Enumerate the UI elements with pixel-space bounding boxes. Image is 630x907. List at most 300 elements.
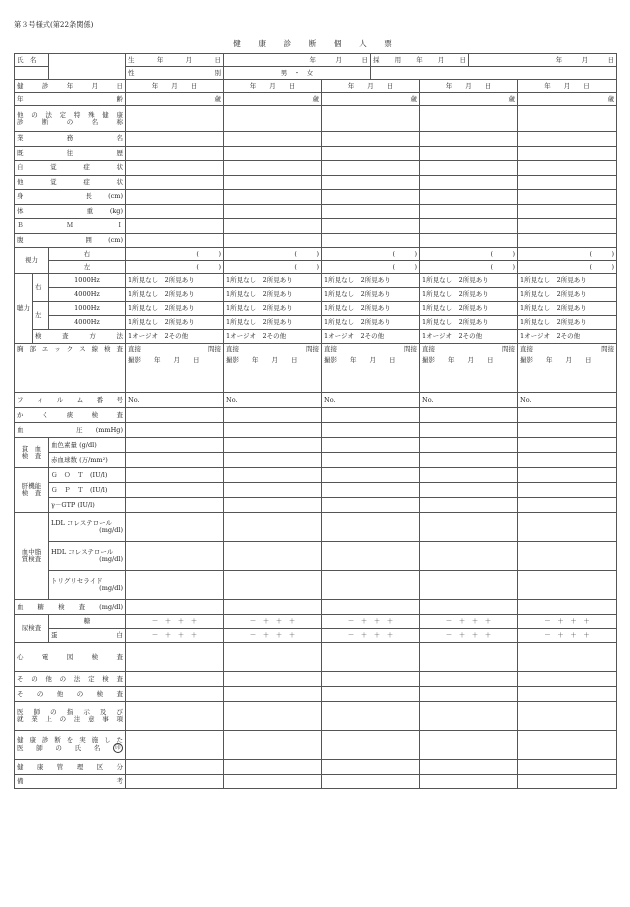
entry-field[interactable] (126, 161, 224, 176)
entry-field[interactable] (322, 132, 420, 147)
hearing-option-field[interactable]: 1所見なし 2所見あり (518, 316, 617, 330)
entry-field[interactable] (322, 146, 420, 161)
hemoglobin-label: 血色素量 (g/dl) (49, 438, 126, 453)
entry-field[interactable] (420, 132, 518, 147)
birth-date-field[interactable]: 年 月 日 (224, 54, 371, 67)
entry-field[interactable] (224, 702, 322, 731)
weight-label: 体 重 (kg) (15, 204, 126, 219)
entry-field[interactable] (420, 146, 518, 161)
health-record-table (14, 53, 617, 789)
method-field[interactable]: 1オージオ 2その他 (322, 330, 420, 344)
tg-label (49, 571, 126, 600)
entry-field[interactable] (420, 453, 518, 468)
entry-field[interactable] (322, 513, 420, 542)
entry-field[interactable] (322, 643, 420, 672)
entry-field[interactable] (420, 408, 518, 423)
entry-field[interactable] (126, 672, 224, 687)
table-row (15, 316, 617, 330)
table-row (15, 80, 617, 93)
remarks-label: 備 考 (15, 775, 126, 789)
xray-date: 撮影 年 月 日 (422, 355, 494, 364)
entry-field[interactable] (126, 542, 224, 571)
entry-field[interactable] (518, 132, 617, 147)
entry-field[interactable] (420, 513, 518, 542)
entry-field[interactable] (322, 233, 420, 248)
entry-field[interactable] (224, 483, 322, 498)
entry-field[interactable] (420, 600, 518, 615)
tg-label-line1: トリグリセライド (51, 577, 103, 586)
hearing-option-field[interactable]: 1所見なし 2所見あり (224, 288, 322, 302)
film-number-field[interactable]: No. (126, 393, 224, 408)
entry-field[interactable] (420, 775, 518, 789)
xray-indirect: 間接 (306, 345, 319, 353)
hearing-option-field[interactable]: 1所見なし 2所見あり (322, 316, 420, 330)
entry-field[interactable] (518, 175, 617, 190)
entry-field[interactable] (322, 731, 420, 760)
entry-field[interactable] (126, 408, 224, 423)
urine-protein-field[interactable]: － ＋ ＋ ＋ (126, 629, 224, 643)
entry-field[interactable] (322, 498, 420, 513)
entry-field[interactable] (322, 161, 420, 176)
entry-field[interactable] (224, 643, 322, 672)
xray-date: 撮影 年 月 日 (128, 355, 200, 364)
entry-field[interactable] (518, 204, 617, 219)
entry-field[interactable] (126, 760, 224, 775)
entry-field[interactable] (420, 161, 518, 176)
table-row (15, 775, 617, 789)
entry-field[interactable] (518, 643, 617, 672)
entry-field[interactable] (420, 731, 518, 760)
entry-field[interactable] (126, 498, 224, 513)
entry-field[interactable] (420, 438, 518, 453)
entry-field[interactable] (322, 760, 420, 775)
hearing-option-field[interactable]: 1所見なし 2所見あり (420, 274, 518, 288)
method-field[interactable]: 1オージオ 2その他 (224, 330, 322, 344)
entry-field[interactable] (518, 600, 617, 615)
method-field[interactable]: 1オージオ 2その他 (126, 330, 224, 344)
urine-sugar-field[interactable]: － ＋ ＋ ＋ (224, 615, 322, 629)
entry-field[interactable] (322, 106, 420, 132)
entry-field[interactable] (322, 453, 420, 468)
hearing-right-label: 右 (33, 274, 49, 302)
table-row (15, 629, 617, 643)
ldl-label (49, 513, 126, 542)
entry-field[interactable] (224, 219, 322, 234)
entry-field[interactable] (518, 161, 617, 176)
entry-field[interactable] (322, 775, 420, 789)
entry-field[interactable] (224, 132, 322, 147)
vision-left-field[interactable]: ( ) (224, 261, 322, 274)
vision-left-field[interactable]: ( ) (322, 261, 420, 274)
table-row (15, 423, 617, 438)
entry-field[interactable] (322, 571, 420, 600)
entry-field[interactable] (126, 687, 224, 702)
urine-sugar-field[interactable]: － ＋ ＋ ＋ (126, 615, 224, 629)
lipid-label (15, 513, 49, 600)
entry-field[interactable] (126, 775, 224, 789)
exam-date-field[interactable]: 年 月 日 (126, 80, 224, 93)
entry-field[interactable] (322, 672, 420, 687)
hz1000-label: 1000Hz (49, 302, 126, 316)
sputum-label: か く 痰 検 査 (15, 408, 126, 423)
entry-field[interactable] (126, 702, 224, 731)
table-row (15, 453, 617, 468)
entry-field[interactable] (518, 571, 617, 600)
entry-field[interactable] (322, 204, 420, 219)
entry-field[interactable] (518, 190, 617, 205)
entry-field[interactable] (518, 702, 617, 731)
hearing-option-field[interactable]: 1所見なし 2所見あり (322, 288, 420, 302)
name-label: 氏 名 (15, 54, 49, 67)
entry-field[interactable] (224, 542, 322, 571)
entry-field[interactable] (322, 219, 420, 234)
entry-field[interactable] (322, 542, 420, 571)
entry-field[interactable] (420, 760, 518, 775)
entry-field[interactable] (126, 731, 224, 760)
xray-field[interactable] (518, 344, 617, 393)
method-field[interactable]: 1オージオ 2その他 (518, 330, 617, 344)
vision-right-field[interactable]: ( ) (126, 248, 224, 261)
hearing-option-field[interactable]: 1所見なし 2所見あり (126, 288, 224, 302)
hearing-option-field[interactable]: 1所見なし 2所見あり (322, 302, 420, 316)
entry-field[interactable] (518, 672, 617, 687)
urine-protein-field[interactable]: － ＋ ＋ ＋ (420, 629, 518, 643)
entry-field[interactable] (420, 542, 518, 571)
urine-label: 尿検査 (15, 615, 49, 643)
entry-field[interactable] (322, 408, 420, 423)
film-number-field[interactable]: No. (322, 393, 420, 408)
doctor-name-line1: 健康診断を実施した (17, 735, 123, 744)
urine-protein-field[interactable]: － ＋ ＋ ＋ (322, 629, 420, 643)
entry-field[interactable] (126, 175, 224, 190)
age-field[interactable]: 歳 (420, 93, 518, 106)
entry-field[interactable] (518, 498, 617, 513)
entry-field[interactable] (518, 483, 617, 498)
entry-field[interactable] (126, 204, 224, 219)
table-row (15, 175, 617, 190)
other-legal-exam-label: そ の 他 の 法 定 検 査 (15, 672, 126, 687)
entry-field[interactable] (224, 687, 322, 702)
entry-field[interactable] (224, 498, 322, 513)
table-row (15, 204, 617, 219)
entry-field[interactable] (322, 702, 420, 731)
birth-date-label: 生 年 月 日 (126, 54, 224, 67)
hearing-option-field[interactable]: 1所見なし 2所見あり (518, 302, 617, 316)
liver-label (15, 468, 49, 513)
entry-field[interactable] (420, 175, 518, 190)
exam-date-field[interactable]: 年 月 日 (224, 80, 322, 93)
entry-field[interactable] (322, 438, 420, 453)
entry-field[interactable] (126, 571, 224, 600)
table-row (15, 408, 617, 423)
entry-field[interactable] (518, 233, 617, 248)
table-row (15, 132, 617, 147)
entry-field[interactable] (224, 408, 322, 423)
entry-field[interactable] (420, 571, 518, 600)
vision-right-label: 右 (49, 248, 126, 261)
vision-left-label: 左 (49, 261, 126, 274)
got-label: Ｇ Ｏ Ｔ (IU/l) (49, 468, 126, 483)
entry-field[interactable] (224, 513, 322, 542)
hearing-option-field[interactable]: 1所見なし 2所見あり (420, 288, 518, 302)
entry-field[interactable] (224, 571, 322, 600)
blank-area (371, 67, 617, 80)
height-label: 身 長 (cm) (15, 190, 126, 205)
age-field[interactable]: 歳 (518, 93, 617, 106)
film-number-field[interactable]: No. (224, 393, 322, 408)
entry-field[interactable] (224, 760, 322, 775)
entry-field[interactable] (224, 468, 322, 483)
entry-field[interactable] (224, 190, 322, 205)
age-field[interactable]: 歳 (322, 93, 420, 106)
hearing-option-field[interactable]: 1所見なし 2所見あり (322, 274, 420, 288)
blood-pressure-label: 血 圧 (mmHg) (15, 423, 126, 438)
entry-field[interactable] (322, 483, 420, 498)
exam-date-field[interactable]: 年 月 日 (518, 80, 617, 93)
xray-indirect: 間接 (404, 345, 418, 353)
entry-field[interactable] (518, 106, 617, 132)
entry-field[interactable] (518, 760, 617, 775)
entry-field[interactable] (126, 468, 224, 483)
table-row (15, 483, 617, 498)
method-field[interactable]: 1オージオ 2その他 (420, 330, 518, 344)
table-row (15, 513, 617, 542)
table-row (15, 393, 617, 408)
urine-sugar-field[interactable]: － ＋ ＋ ＋ (420, 615, 518, 629)
name-label-blank (15, 67, 49, 80)
age-label: 年 齢 (15, 93, 126, 106)
entry-field[interactable] (224, 775, 322, 789)
hearing-option-field[interactable]: 1所見なし 2所見あり (518, 274, 617, 288)
entry-field[interactable] (420, 498, 518, 513)
xray-direct: 直接 (422, 345, 436, 353)
entry-field[interactable] (224, 600, 322, 615)
entry-field[interactable] (224, 146, 322, 161)
waist-label: 腹 囲 (cm) (15, 233, 126, 248)
xray-field[interactable] (224, 344, 322, 393)
doctor-instructions-label (15, 702, 126, 731)
hdl-label-line1: HDL コレステロール (51, 548, 114, 557)
health-management-label: 健 康 管 理 区 分 (15, 760, 126, 775)
hire-date-field[interactable]: 年 月 日 (469, 54, 617, 67)
hdl-label-line2: (mg/dl) (99, 555, 123, 563)
vision-right-field[interactable]: ( ) (322, 248, 420, 261)
entry-field[interactable] (420, 687, 518, 702)
xray-date: 撮影 年 月 日 (324, 355, 396, 364)
entry-field[interactable] (126, 453, 224, 468)
entry-field[interactable] (224, 204, 322, 219)
exam-date-field[interactable]: 年 月 日 (420, 80, 518, 93)
entry-field[interactable] (224, 423, 322, 438)
entry-field[interactable] (126, 219, 224, 234)
entry-field[interactable] (126, 643, 224, 672)
entry-field[interactable] (518, 423, 617, 438)
entry-field[interactable] (518, 513, 617, 542)
table-row (15, 643, 617, 672)
entry-field[interactable] (420, 233, 518, 248)
entry-field[interactable] (126, 423, 224, 438)
xray-field[interactable] (420, 344, 518, 393)
entry-field[interactable] (126, 190, 224, 205)
entry-field[interactable] (224, 175, 322, 190)
xray-indirect: 間接 (502, 345, 516, 353)
hz4000-label: 4000Hz (49, 288, 126, 302)
hearing-option-field[interactable]: 1所見なし 2所見あり (126, 302, 224, 316)
age-field[interactable]: 歳 (224, 93, 322, 106)
table-row (15, 233, 617, 248)
vision-right-field[interactable]: ( ) (420, 248, 518, 261)
entry-field[interactable] (420, 423, 518, 438)
hearing-option-field[interactable]: 1所見なし 2所見あり (420, 302, 518, 316)
entry-field[interactable] (420, 483, 518, 498)
entry-field[interactable] (126, 438, 224, 453)
urine-protein-field[interactable]: － ＋ ＋ ＋ (224, 629, 322, 643)
table-row (15, 146, 617, 161)
entry-field[interactable] (322, 468, 420, 483)
urine-sugar-field[interactable]: － ＋ ＋ ＋ (322, 615, 420, 629)
urine-protein-label: 蛋 白 (49, 629, 126, 643)
entry-field[interactable] (322, 600, 420, 615)
entry-field[interactable] (518, 687, 617, 702)
exam-date-field[interactable]: 年 月 日 (322, 80, 420, 93)
entry-field[interactable] (518, 468, 617, 483)
hearing-option-field[interactable]: 1所見なし 2所見あり (224, 302, 322, 316)
sex-label: 性 別 (126, 67, 224, 80)
film-number-field[interactable]: No. (420, 393, 518, 408)
doctor-name-line2: 医 師 の 氏 名 印 (17, 743, 123, 753)
entry-field[interactable] (518, 146, 617, 161)
table-row (15, 760, 617, 775)
entry-field[interactable] (126, 132, 224, 147)
table-row (15, 161, 617, 176)
hearing-label: 聴力 (15, 274, 33, 344)
objective-label: 他 覚 症 状 (15, 175, 126, 190)
entry-field[interactable] (518, 453, 617, 468)
entry-field[interactable] (126, 483, 224, 498)
entry-field[interactable] (224, 672, 322, 687)
lipid-label-line1: 血中脂 (21, 548, 42, 557)
xray-direct: 直接 (226, 345, 239, 353)
xray-indirect: 間接 (601, 345, 615, 353)
entry-field[interactable] (518, 731, 617, 760)
vision-right-field[interactable]: ( ) (224, 248, 322, 261)
xray-direct: 直接 (324, 345, 337, 353)
entry-field[interactable] (518, 775, 617, 789)
entry-field[interactable] (518, 408, 617, 423)
xray-field[interactable] (322, 344, 420, 393)
xray-direct: 直接 (520, 345, 534, 353)
hearing-option-field[interactable]: 1所見なし 2所見あり (126, 274, 224, 288)
table-row (15, 274, 617, 288)
age-field[interactable]: 歳 (126, 93, 224, 106)
ldl-label-line1: LDL コレステロール (51, 519, 112, 528)
urine-sugar-field[interactable]: － ＋ ＋ ＋ (518, 615, 617, 629)
name-field[interactable] (49, 54, 126, 80)
tg-label-line2: (mg/dl) (99, 584, 123, 592)
entry-field[interactable] (322, 175, 420, 190)
hearing-option-field[interactable]: 1所見なし 2所見あり (518, 288, 617, 302)
entry-field[interactable] (224, 161, 322, 176)
table-row (15, 261, 617, 274)
urine-sugar-label: 糖 (49, 615, 126, 629)
table-row (15, 615, 617, 629)
entry-field[interactable] (126, 106, 224, 132)
entry-field[interactable] (126, 600, 224, 615)
entry-field[interactable] (224, 731, 322, 760)
entry-field[interactable] (420, 219, 518, 234)
table-row (15, 438, 617, 453)
entry-field[interactable] (420, 468, 518, 483)
entry-field[interactable] (224, 106, 322, 132)
entry-field[interactable] (322, 190, 420, 205)
xray-indirect: 間接 (208, 345, 221, 353)
hz1000-label: 1000Hz (49, 274, 126, 288)
table-row (15, 731, 617, 760)
entry-field[interactable] (126, 513, 224, 542)
hearing-option-field[interactable]: 1所見なし 2所見あり (224, 316, 322, 330)
other-exam-label-line1: 他の法定特殊健康 (17, 110, 123, 119)
table-row (15, 468, 617, 483)
seal-mark: 印 (113, 743, 123, 753)
lipid-label-line2: 質検査 (21, 555, 42, 563)
entry-field[interactable] (420, 204, 518, 219)
table-row (15, 687, 617, 702)
entry-field[interactable] (322, 687, 420, 702)
sex-field[interactable]: 男 ・ 女 (224, 67, 371, 80)
hearing-option-field[interactable]: 1所見なし 2所見あり (224, 274, 322, 288)
entry-field[interactable] (322, 423, 420, 438)
vision-left-field[interactable]: ( ) (126, 261, 224, 274)
table-row (15, 93, 617, 106)
entry-field[interactable] (518, 542, 617, 571)
urine-protein-field[interactable]: － ＋ ＋ ＋ (518, 629, 617, 643)
entry-field[interactable] (420, 190, 518, 205)
vision-left-field[interactable]: ( ) (518, 261, 617, 274)
entry-field[interactable] (420, 643, 518, 672)
table-row (15, 542, 617, 571)
vision-right-field[interactable]: ( ) (518, 248, 617, 261)
form-number: 第３号様式(第22条関係) (14, 20, 94, 29)
entry-field[interactable] (420, 106, 518, 132)
xray-field[interactable] (126, 344, 224, 393)
table-row (15, 106, 617, 132)
table-row (15, 248, 617, 261)
entry-field[interactable] (420, 702, 518, 731)
entry-field[interactable] (518, 219, 617, 234)
entry-field[interactable] (224, 233, 322, 248)
entry-field[interactable] (518, 438, 617, 453)
hearing-left-label: 左 (33, 302, 49, 330)
xray-direct: 直接 (128, 345, 141, 353)
xray-label: 胸部エックス線検査 (15, 344, 126, 393)
entry-field[interactable] (126, 146, 224, 161)
table-row (15, 600, 617, 615)
vision-left-field[interactable]: ( ) (420, 261, 518, 274)
subjective-label: 自 覚 症 状 (15, 161, 126, 176)
doctor-instr-line1: 医 師 の 指 示 及 び (17, 708, 123, 717)
hearing-option-field[interactable]: 1所見なし 2所見あり (126, 316, 224, 330)
entry-field[interactable] (224, 438, 322, 453)
entry-field[interactable] (224, 453, 322, 468)
hire-date-label: 採用年月日 (371, 54, 469, 67)
hearing-option-field[interactable]: 1所見なし 2所見あり (420, 316, 518, 330)
film-number-field[interactable]: No. (518, 393, 617, 408)
glucose-label: 血 糖 検 査 (mg/dl) (15, 600, 126, 615)
entry-field[interactable] (420, 672, 518, 687)
entry-field[interactable] (126, 233, 224, 248)
ecg-label: 心 電 図 検 査 (15, 643, 126, 672)
anemia-label-line1: 貧 血 (21, 444, 42, 453)
